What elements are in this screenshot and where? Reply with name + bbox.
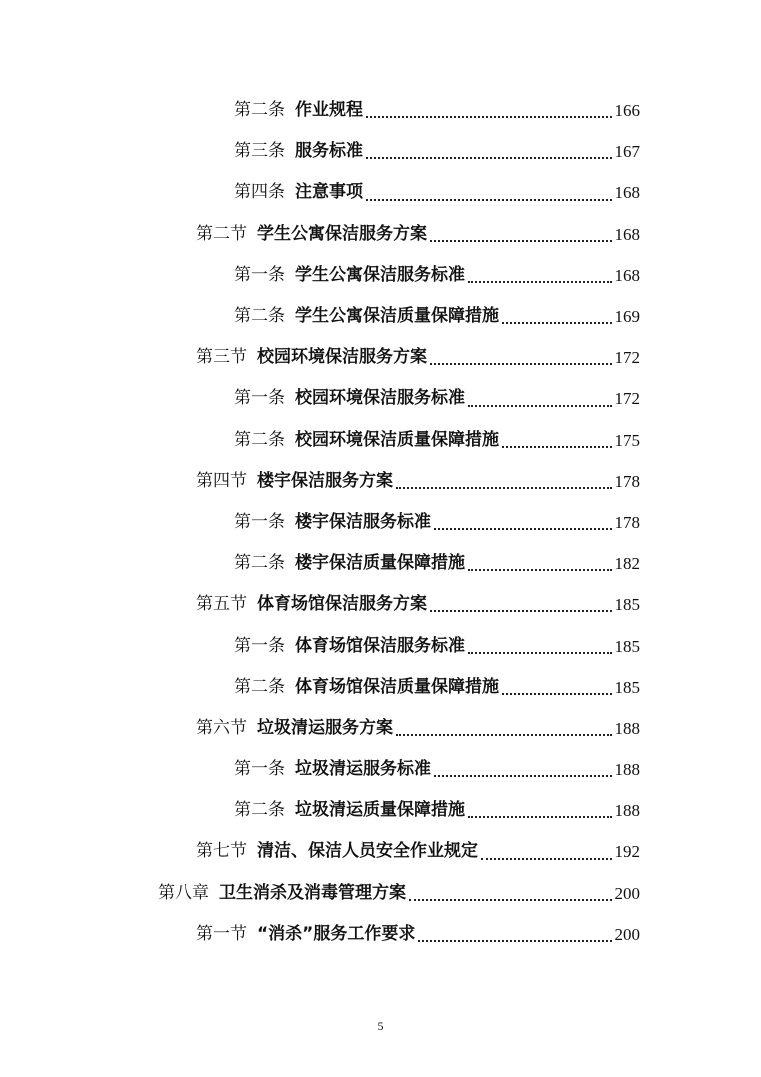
- toc-entry[interactable]: [0, 790, 761, 831]
- toc-entry-page: 167: [614, 142, 640, 162]
- toc-entry[interactable]: [0, 749, 761, 790]
- toc-entry-title: 楼宇保洁质量保障措施: [295, 553, 465, 574]
- toc-entry-title: 楼宇保洁服务方案: [257, 470, 393, 491]
- toc-entry-number: 第一条: [234, 759, 285, 780]
- toc-entry[interactable]: [0, 914, 761, 955]
- toc-entry-number: 第一条: [234, 264, 285, 285]
- toc-entry-title: 垃圾清运服务方案: [257, 717, 393, 738]
- toc-entry-number: 第二条: [234, 676, 285, 697]
- toc-entry[interactable]: [0, 502, 761, 543]
- toc-entry-page: 172: [614, 348, 640, 368]
- toc-entry-page: 200: [614, 883, 640, 903]
- toc-dot-leader: [430, 363, 612, 365]
- toc-entry-page: 178: [614, 512, 640, 532]
- toc-entry[interactable]: [0, 337, 761, 378]
- toc-entry-title: 注意事项: [295, 182, 363, 203]
- toc-entry-number: 第二条: [234, 100, 285, 121]
- toc-entry-page: 182: [614, 554, 640, 574]
- toc-entry-number: 第一条: [234, 388, 285, 409]
- toc-dot-leader: [468, 816, 612, 818]
- toc-entry[interactable]: [0, 584, 761, 625]
- toc-entry-page: 188: [614, 801, 640, 821]
- toc-dot-leader: [502, 446, 612, 448]
- toc-entry-title: 体育场馆保洁质量保障措施: [295, 676, 499, 697]
- toc-entry[interactable]: [0, 214, 761, 255]
- toc-entry-page: 192: [614, 842, 640, 862]
- toc-dot-leader: [366, 116, 612, 118]
- toc-dot-leader: [366, 157, 612, 159]
- toc-dot-leader: [409, 899, 612, 901]
- toc-entry[interactable]: [0, 543, 761, 584]
- toc-entry-page: 185: [614, 636, 640, 656]
- toc-entry-title: 校园环境保洁服务方案: [257, 347, 427, 368]
- toc-entry-page: 175: [614, 430, 640, 450]
- toc-entry-number: 第四节: [196, 470, 247, 491]
- toc-entry[interactable]: [0, 625, 761, 666]
- toc-entry-page: 168: [614, 183, 640, 203]
- toc-entry[interactable]: [0, 831, 761, 872]
- toc-entry-number: 第三节: [196, 347, 247, 368]
- toc-dot-leader: [396, 734, 612, 736]
- toc-entry-number: 第二条: [234, 429, 285, 450]
- toc-entry-number: 第一节: [196, 923, 247, 944]
- toc-dot-leader: [430, 240, 612, 242]
- toc-entry-page: 188: [614, 718, 640, 738]
- toc-entry-title: 垃圾清运服务标准: [295, 759, 431, 780]
- toc-entry[interactable]: [0, 708, 761, 749]
- toc-entry-title: 体育场馆保洁服务方案: [257, 594, 427, 615]
- toc-entry-number: 第七节: [196, 841, 247, 862]
- toc-entry-title: 校园环境保洁质量保障措施: [295, 429, 499, 450]
- toc-entry[interactable]: [0, 461, 761, 502]
- toc-entry[interactable]: [0, 667, 761, 708]
- toc-entry-page: 168: [614, 265, 640, 285]
- toc-entry-title: 学生公寓保洁服务标准: [295, 264, 465, 285]
- toc-entry-title: “消杀”服务工作要求: [257, 923, 416, 944]
- table-of-contents: [0, 90, 761, 955]
- toc-entry-number: 第二节: [196, 223, 247, 244]
- toc-entry-page: 200: [614, 924, 640, 944]
- toc-dot-leader: [468, 405, 612, 407]
- toc-entry-title: 学生公寓保洁质量保障措施: [295, 306, 499, 327]
- toc-entry-page: 168: [614, 224, 640, 244]
- toc-entry-title: 作业规程: [295, 100, 363, 121]
- toc-dot-leader: [434, 528, 612, 530]
- toc-dot-leader: [468, 281, 612, 283]
- toc-entry-page: 185: [614, 595, 640, 615]
- toc-entry-title: 卫生消杀及消毒管理方案: [219, 882, 406, 903]
- toc-entry-number: 第四条: [234, 182, 285, 203]
- toc-entry[interactable]: [0, 172, 761, 213]
- toc-entry-page: 188: [614, 760, 640, 780]
- toc-entry[interactable]: [0, 90, 761, 131]
- toc-entry-number: 第二条: [234, 553, 285, 574]
- toc-dot-leader: [481, 858, 612, 860]
- toc-entry-title: 学生公寓保洁服务方案: [257, 223, 427, 244]
- toc-dot-leader: [418, 940, 611, 942]
- toc-dot-leader: [502, 322, 612, 324]
- toc-entry-title: 楼宇保洁服务标准: [295, 511, 431, 532]
- toc-entry-number: 第六节: [196, 717, 247, 738]
- toc-entry-page: 185: [614, 677, 640, 697]
- toc-dot-leader: [396, 487, 612, 489]
- toc-entry[interactable]: [0, 255, 761, 296]
- toc-entry[interactable]: [0, 378, 761, 419]
- toc-entry-title: 服务标准: [295, 141, 363, 162]
- toc-entry-page: 169: [614, 307, 640, 327]
- toc-dot-leader: [430, 610, 612, 612]
- toc-dot-leader: [502, 693, 612, 695]
- toc-entry-number: 第一条: [234, 511, 285, 532]
- toc-entry-page: 166: [614, 101, 640, 121]
- page-number: 5: [377, 1019, 384, 1033]
- toc-entry-number: 第三条: [234, 141, 285, 162]
- toc-dot-leader: [468, 569, 612, 571]
- toc-entry-number: 第一条: [234, 635, 285, 656]
- toc-entry-page: 172: [614, 389, 640, 409]
- toc-entry-title: 清洁、保洁人员安全作业规定: [257, 841, 478, 862]
- toc-dot-leader: [468, 652, 612, 654]
- toc-entry[interactable]: [0, 296, 761, 337]
- toc-entry-number: 第八章: [158, 882, 209, 903]
- toc-entry[interactable]: [0, 873, 761, 914]
- toc-entry-number: 第二条: [234, 306, 285, 327]
- toc-entry-number: 第二条: [234, 800, 285, 821]
- toc-entry-number: 第五节: [196, 594, 247, 615]
- toc-dot-leader: [366, 199, 612, 201]
- toc-entry-title: 体育场馆保洁服务标准: [295, 635, 465, 656]
- toc-entry[interactable]: [0, 420, 761, 461]
- toc-dot-leader: [434, 775, 612, 777]
- toc-entry[interactable]: [0, 131, 761, 172]
- toc-entry-title: 垃圾清运质量保障措施: [295, 800, 465, 821]
- toc-entry-title: 校园环境保洁服务标准: [295, 388, 465, 409]
- toc-entry-page: 178: [614, 471, 640, 491]
